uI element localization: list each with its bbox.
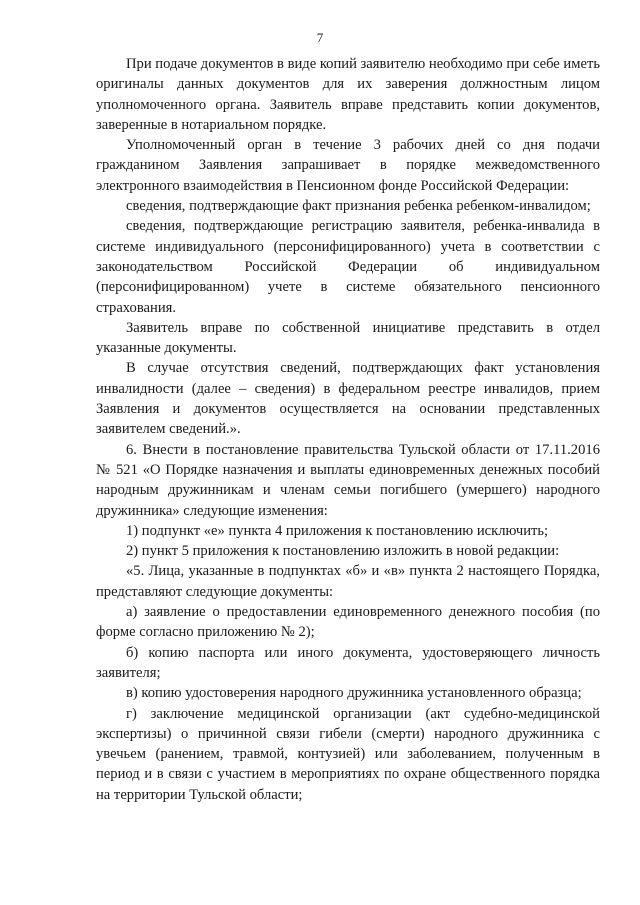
paragraph-registration-info: сведения, подтверждающие регистрацию заявителя, ребенка-инвалида в системе индивидуального (персонифицированного) учета в соответствии с законодательством Российской Федерации об индивидуальном (персонифицированном) учете в системе обязательного пенсионного страхования.: [96, 218, 600, 316]
paragraph-letter-g: г) заключение медицинской организации (акт судебно-медицинской экспертизы) о причинной связи гибели (смерти) народного дружинника с увечьем (ранением, травмой, контузией) или заболеванием, полученным в период и в связи с участием в мероприятиях по охране общественного порядка на территории Тульской области;: [96, 705, 600, 803]
paragraph-subitem-1: 1) подпункт «е» пункта 4 приложения к постановлению исключить;: [126, 522, 549, 539]
paragraph-point-5: «5. Лица, указанные в подпунктах «б» и «в» пункта 2 настоящего Порядка, представляют следующие документы:: [96, 563, 600, 600]
paragraph-disability-info: сведения, подтверждающие факт признания ребенка ребенком-инвалидом;: [126, 198, 591, 215]
paragraph-own-initiative: Заявитель вправе по собственной инициативе представить в отдел указанные документы.: [96, 319, 600, 357]
paragraph-item-6: 6. Внести в постановление правительства Тульской области от 17.11.2016 № 521 «О Порядке назначения и выплаты единовременных денежных пособий народным дружинникам и членам семьи погибшего (умершего) народного дружинника» следующие изменения:: [96, 441, 600, 519]
paragraph-missing-info: В случае отсутствия сведений, подтверждающих факт установления инвалидности (далее – сведения) в федеральном реестре инвалидов, прием Заявления и документов осуществляется на основании представленных заявителем сведений.».: [96, 360, 600, 438]
paragraph-subitem-2: 2) пункт 5 приложения к постановлению изложить в новой редакции:: [126, 543, 560, 560]
paragraph-authority-request: Уполномоченный орган в течение 3 рабочих дней со дня подачи гражданином Заявления запрашивает в порядке межведомственного электронного взаимодействия в Пенсионном фонде Российской Федерации:: [96, 137, 600, 194]
page-number: 7: [316, 30, 324, 45]
paragraph-letter-a: а) заявление о предоставлении единовременного денежного пособия (по форме согласно приложению № 2);: [96, 604, 600, 641]
document-body: [96, 54, 600, 805]
paragraph-copies-originals: При подаче документов в виде копий заявителю необходимо при себе иметь оригиналы данных документов для их заверения должностным лицом уполномоченного органа. Заявитель вправе представить копии документов, заверенные в нотариальном порядке.: [96, 56, 600, 133]
paragraph-letter-v: в) копию удостоверения народного дружинника установленного образца;: [126, 685, 582, 702]
paragraph-letter-b: б) копию паспорта или иного документа, удостоверяющего личность заявителя;: [96, 644, 600, 681]
